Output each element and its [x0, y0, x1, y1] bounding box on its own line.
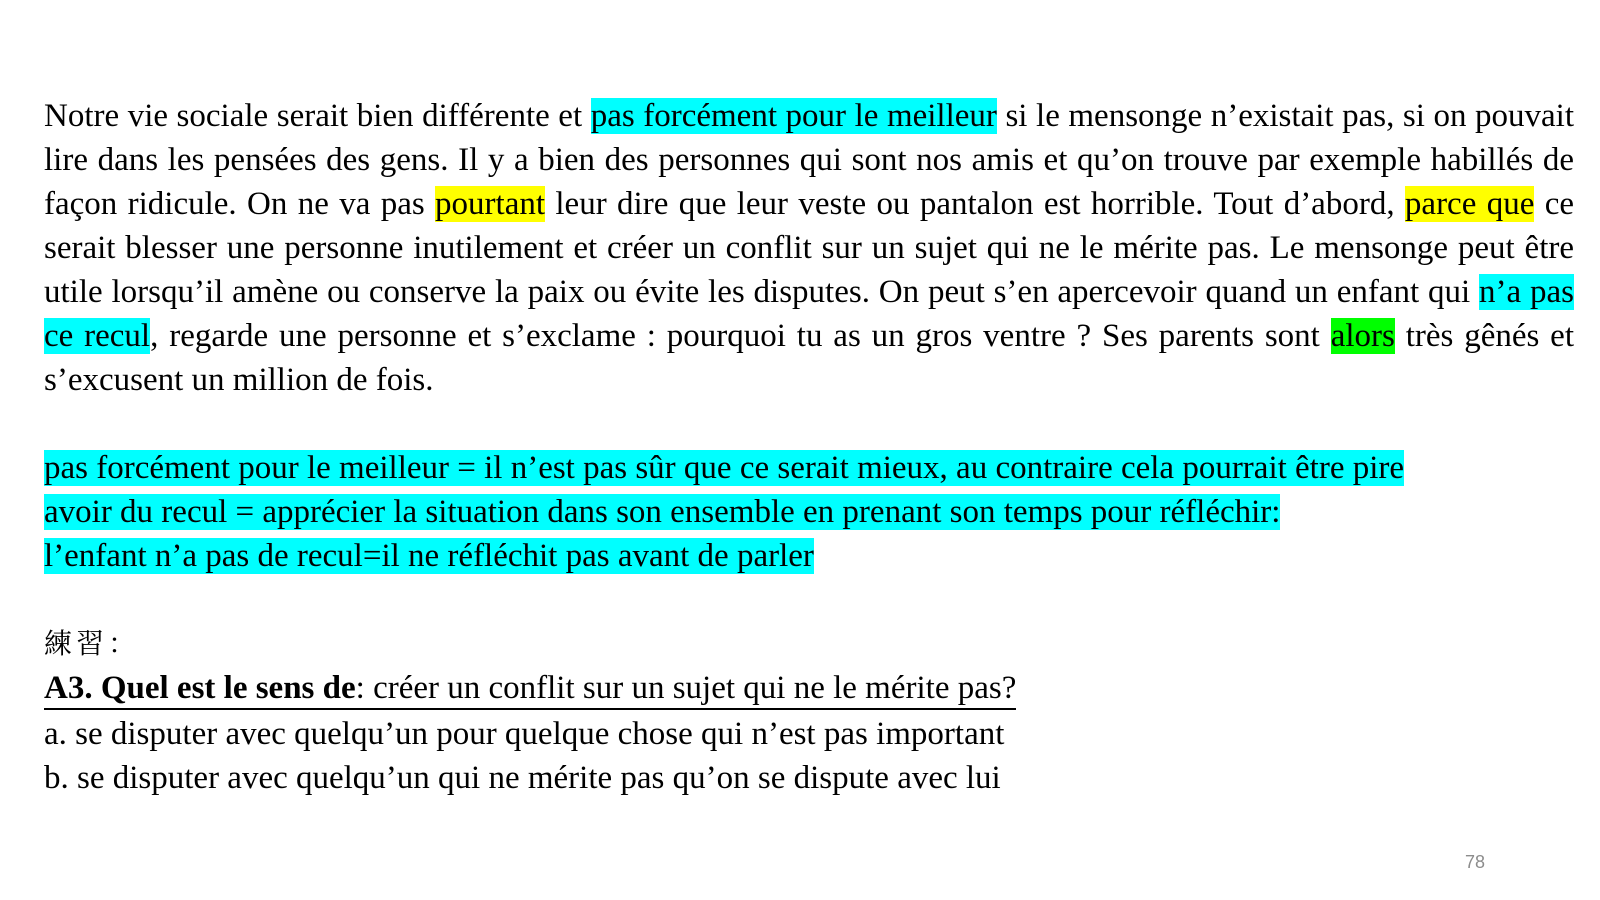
glossary-text-1: pas forcément pour le meilleur = il n’est pas sûr que ce serait mieux, au contraire cela pourrait être pire: [44, 450, 1405, 486]
option-a[interactable]: a. se disputer avec quelqu’un pour quelque chose qui n’est pas important: [44, 716, 1005, 752]
slide-content: [44, 94, 1574, 800]
glossary-text-2: avoir du recul = apprécier la situation dans son ensemble en prenant son temps pour réfléchir:: [44, 494, 1281, 530]
main-paragraph: [44, 94, 1574, 402]
paragraph-text-5: , regarde une personne et s’exclame : pourquoi tu as un gros ventre ? Ses parents sont: [150, 318, 1331, 354]
exercise-title: 練習：: [44, 627, 141, 660]
paragraph-text-1: Notre vie sociale serait bien différente et: [44, 98, 591, 134]
glossary-line-1: [44, 446, 1574, 490]
glossary-line-3: [44, 534, 1574, 578]
paragraph-text-3: leur dire que leur veste ou pantalon est horrible. Tout d’abord,: [545, 186, 1405, 222]
highlight-pas-forcement: pas forcément pour le meilleur: [590, 98, 997, 134]
question-a3: [44, 668, 1016, 710]
option-b[interactable]: b. se disputer avec quelqu’un qui ne mérite pas qu’on se dispute avec lui: [44, 760, 1001, 796]
glossary-line-2: [44, 490, 1574, 534]
exercise-section: [44, 622, 1574, 800]
highlight-parce-que: parce que: [1404, 186, 1535, 222]
highlight-pourtant: pourtant: [435, 186, 546, 222]
glossary: [44, 446, 1574, 578]
question-text: : créer un conflit sur un sujet qui ne le mérite pas?: [355, 670, 1017, 706]
glossary-text-3: l’enfant n’a pas de recul=il ne réfléchit pas avant de parler: [44, 538, 814, 574]
highlight-recul: n’a pas ce recul: [44, 274, 1574, 354]
question-label: A3. Quel est le sens de: [44, 670, 356, 706]
page-number: 78: [1465, 852, 1486, 872]
highlight-alors: alors: [1330, 318, 1395, 354]
paragraph-text-4: ce serait blesser une personne inutilement et créer un conflit sur un sujet qui ne le mérite pas. Le mensonge peut être utile lorsqu’il amène ou conserve la paix ou évite les disputes. On peut s’en apercevoir quand un enfant qui: [44, 186, 1575, 310]
paragraph-text-2: si le mensonge n’existait pas, si on pouvait lire dans les pensées des gens. Il y a bien des personnes qui sont nos amis et qu’on trouve par exemple habillés de façon ridicule. On ne va pas: [44, 98, 1574, 222]
paragraph-text-6: très gênés et s’excusent un million de fois.: [44, 318, 1575, 398]
